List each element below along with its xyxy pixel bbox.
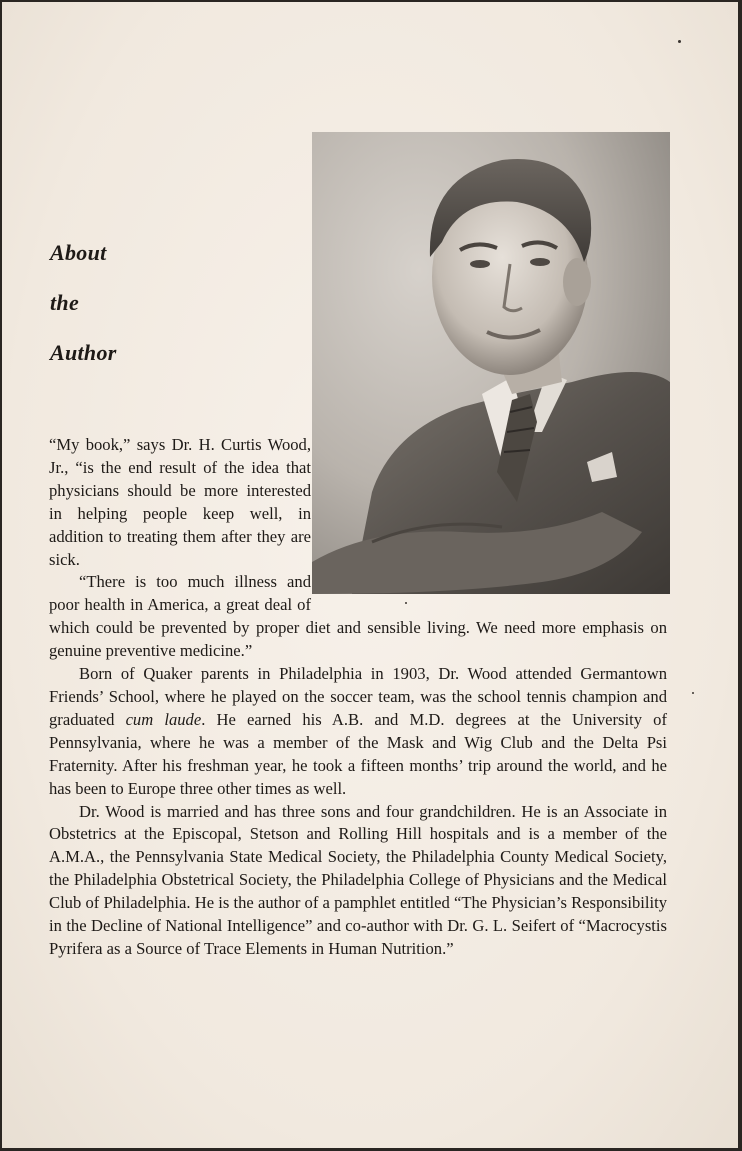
bio-education-part1: Born of Quaker parents in Philadelphia in 1903, Dr. Wood attended Germantown Friends’ School, where he played on the soccer team, was the school tennis champion and graduated	[49, 664, 667, 729]
bio-education-part2: . He earned his A.B. and M.D. degrees at the University of Pennsylvania, where he was a member of the Mask and Wig Club and the Delta Psi Fraternity. After his freshman year, he took a fifteen months’ trip around the world, and he has been to Europe three other times as well.	[49, 709, 667, 798]
author-biography	[49, 434, 667, 961]
bio-paragraph-career: Dr. Wood is married and has three sons and four grandchildren. He is an Associate in Obstetrics at the Episcopal, Stetson and Rolling Hill hospitals and is a member of the A.M.A., the Pennsylvania State Medical Society, the Philadelphia County Medical Society, the Philadelphia Obstetrical Society, the Philadelphia College of Physicians and the Medical Club of Philadelphia. He is the author of a pamphlet entitled “The Physician’s Responsibility in the Decline of National Intelligence” and co-author with Dr. G. L. Seifert of “Macrocystis Pyrifera as a Source of Trace Elements in Human Nutrition.”	[49, 801, 667, 958]
bio-paragraph-education	[49, 663, 667, 800]
heading-line-author: Author	[50, 340, 117, 365]
heading-line-about: About	[50, 240, 107, 265]
heading-line-the: the	[50, 290, 80, 315]
paper-speck	[692, 692, 694, 694]
paper-speck	[678, 40, 681, 43]
paper-speck	[405, 602, 407, 604]
bio-paragraph-health: “There is too much illness and poor health in America, a great deal of which could be prevented by proper diet and sensible living. We need more emphasis on genuine preventive medicine.”	[49, 572, 667, 661]
photo-wrap-spacer	[311, 434, 667, 596]
bio-education-cum-laude: cum laude	[125, 709, 202, 729]
bio-paragraph-quote: “My book,” says Dr. H. Curtis Wood, Jr., “is the end result of the idea that physicians should be more interested in helping people keep well, in addition to treating them after they are sick.	[49, 435, 311, 569]
book-page	[2, 2, 738, 1148]
section-heading	[50, 228, 250, 378]
